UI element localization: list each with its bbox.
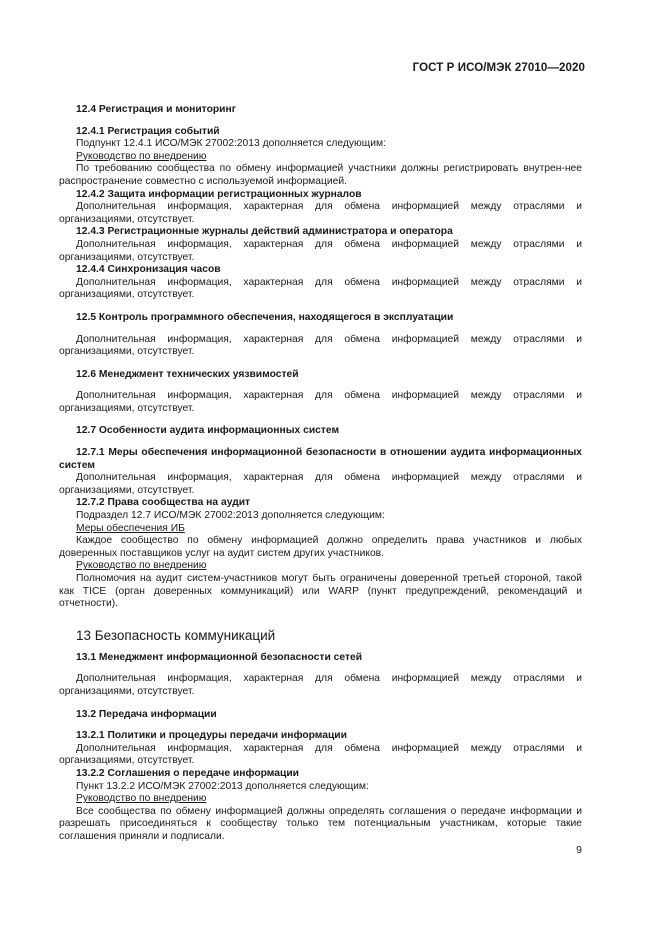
paragraph: Подпункт 12.4.1 ИСО/МЭК 27002:2013 дополняется следующим: (76, 138, 386, 150)
underlined-label-text: Меры обеспечения ИБ (76, 522, 185, 534)
clause-heading: 13.1 Менеджмент информационной безопасности сетей (76, 651, 363, 663)
clause-heading: 12.4.4 Синхронизация часов (76, 264, 221, 276)
underlined-label (59, 793, 582, 806)
paragraph: Дополнительная информация, характерная для обмена информацией между отраслями и организациями, отсутствует. (59, 673, 582, 697)
page-number: 9 (576, 844, 582, 856)
underlined-label-text: Руководство по внедрению (76, 560, 207, 572)
section-heading: 13 Безопасность коммуникаций (76, 627, 276, 643)
clause-heading: 12.4.1 Регистрация событий (76, 125, 220, 137)
clause-heading: 13.2.1 Политики и процедуры передачи информации (76, 730, 347, 742)
subsection-heading: 13.2 Передача информации (76, 708, 217, 720)
clause-heading: 12.7.1 Меры обеспечения информационной безопасности в отношении аудита информационных систем (59, 447, 582, 471)
underlined-label (59, 151, 582, 164)
paragraph: Дополнительная информация, характерная для обмена информацией между отраслями и организациями, отсутствует. (59, 472, 582, 496)
paragraph: Дополнительная информация, характерная для обмена информацией между отраслями и организациями, отсутствует. (59, 238, 582, 263)
underlined-label-text: Руководство по внедрению (76, 150, 207, 162)
paragraph: Полномочия на аудит систем-участников могут быть ограничены доверенной третьей стороной, такой как TICE (орган доверенных коммуникаций) или WARP (пункт предупреждений, рекомендаций и отчетности). (59, 573, 582, 610)
paragraph: Подраздел 12.7 ИСО/МЭК 27002:2013 дополняется следующим: (76, 510, 385, 522)
paragraph: Все сообщества по обмену информацией должны определять соглашения о передаче информации и разрешать присоединяться к сообществу только тем потенциальным участникам, которые такие соглашения приняли и подписали. (59, 805, 582, 842)
clause-heading: 12.7.2 Права сообщества на аудит (76, 497, 251, 509)
paragraph: Дополнительная информация, характерная для обмена информацией между отраслями и организациями, отсутствует. (59, 390, 582, 414)
underlined-label (59, 560, 582, 573)
clause-heading: 12.4.3 Регистрационные журналы действий администратора и оператора (76, 226, 453, 238)
subsection-heading: 12.7 Особенности аудита информационных систем (76, 425, 340, 437)
paragraph: Дополнительная информация, характерная для обмена информацией между отраслями и организациями, отсутствует. (59, 276, 582, 301)
subsection-heading: 12.6 Менеджмент технических уязвимостей (76, 368, 299, 380)
subsection-heading: 12.5 Контроль программного обеспечения, находящегося в эксплуатации (76, 311, 454, 323)
paragraph: Каждое сообщество по обмену информацией должно определить права участников и любых доверенных поставщиков услуг на аудит систем других участников. (59, 535, 582, 559)
document-header: ГОСТ Р ИСО/МЭК 27010—2020 (412, 62, 585, 74)
paragraph: Дополнительная информация, характерная для обмена информацией между отраслями и организациями, отсутствует. (59, 333, 582, 358)
paragraph: Дополнительная информация, характерная для обмена информацией между отраслями и организациями, отсутствует. (59, 201, 582, 225)
subsection-heading: 12.4 Регистрация и мониторинг (76, 104, 237, 115)
paragraph: Дополнительная информация, характерная для обмена информацией между отраслями и организациями, отсутствует. (59, 742, 582, 767)
underlined-label (59, 523, 582, 536)
clause-heading: 13.2.2 Соглашения о передаче информации (76, 767, 299, 779)
paragraph: Пункт 13.2.2 ИСО/МЭК 27002:2013 дополняется следующим: (76, 780, 369, 792)
paragraph: По требованию сообщества по обмену информацией участники должны регистрировать внутрен-нее распространение совместно с используемой информацией. (59, 163, 582, 187)
underlined-label-text: Руководство по внедрению (76, 793, 207, 805)
clause-heading: 12.4.2 Защита информации регистрационных журналов (76, 188, 362, 200)
document-body (59, 94, 582, 844)
